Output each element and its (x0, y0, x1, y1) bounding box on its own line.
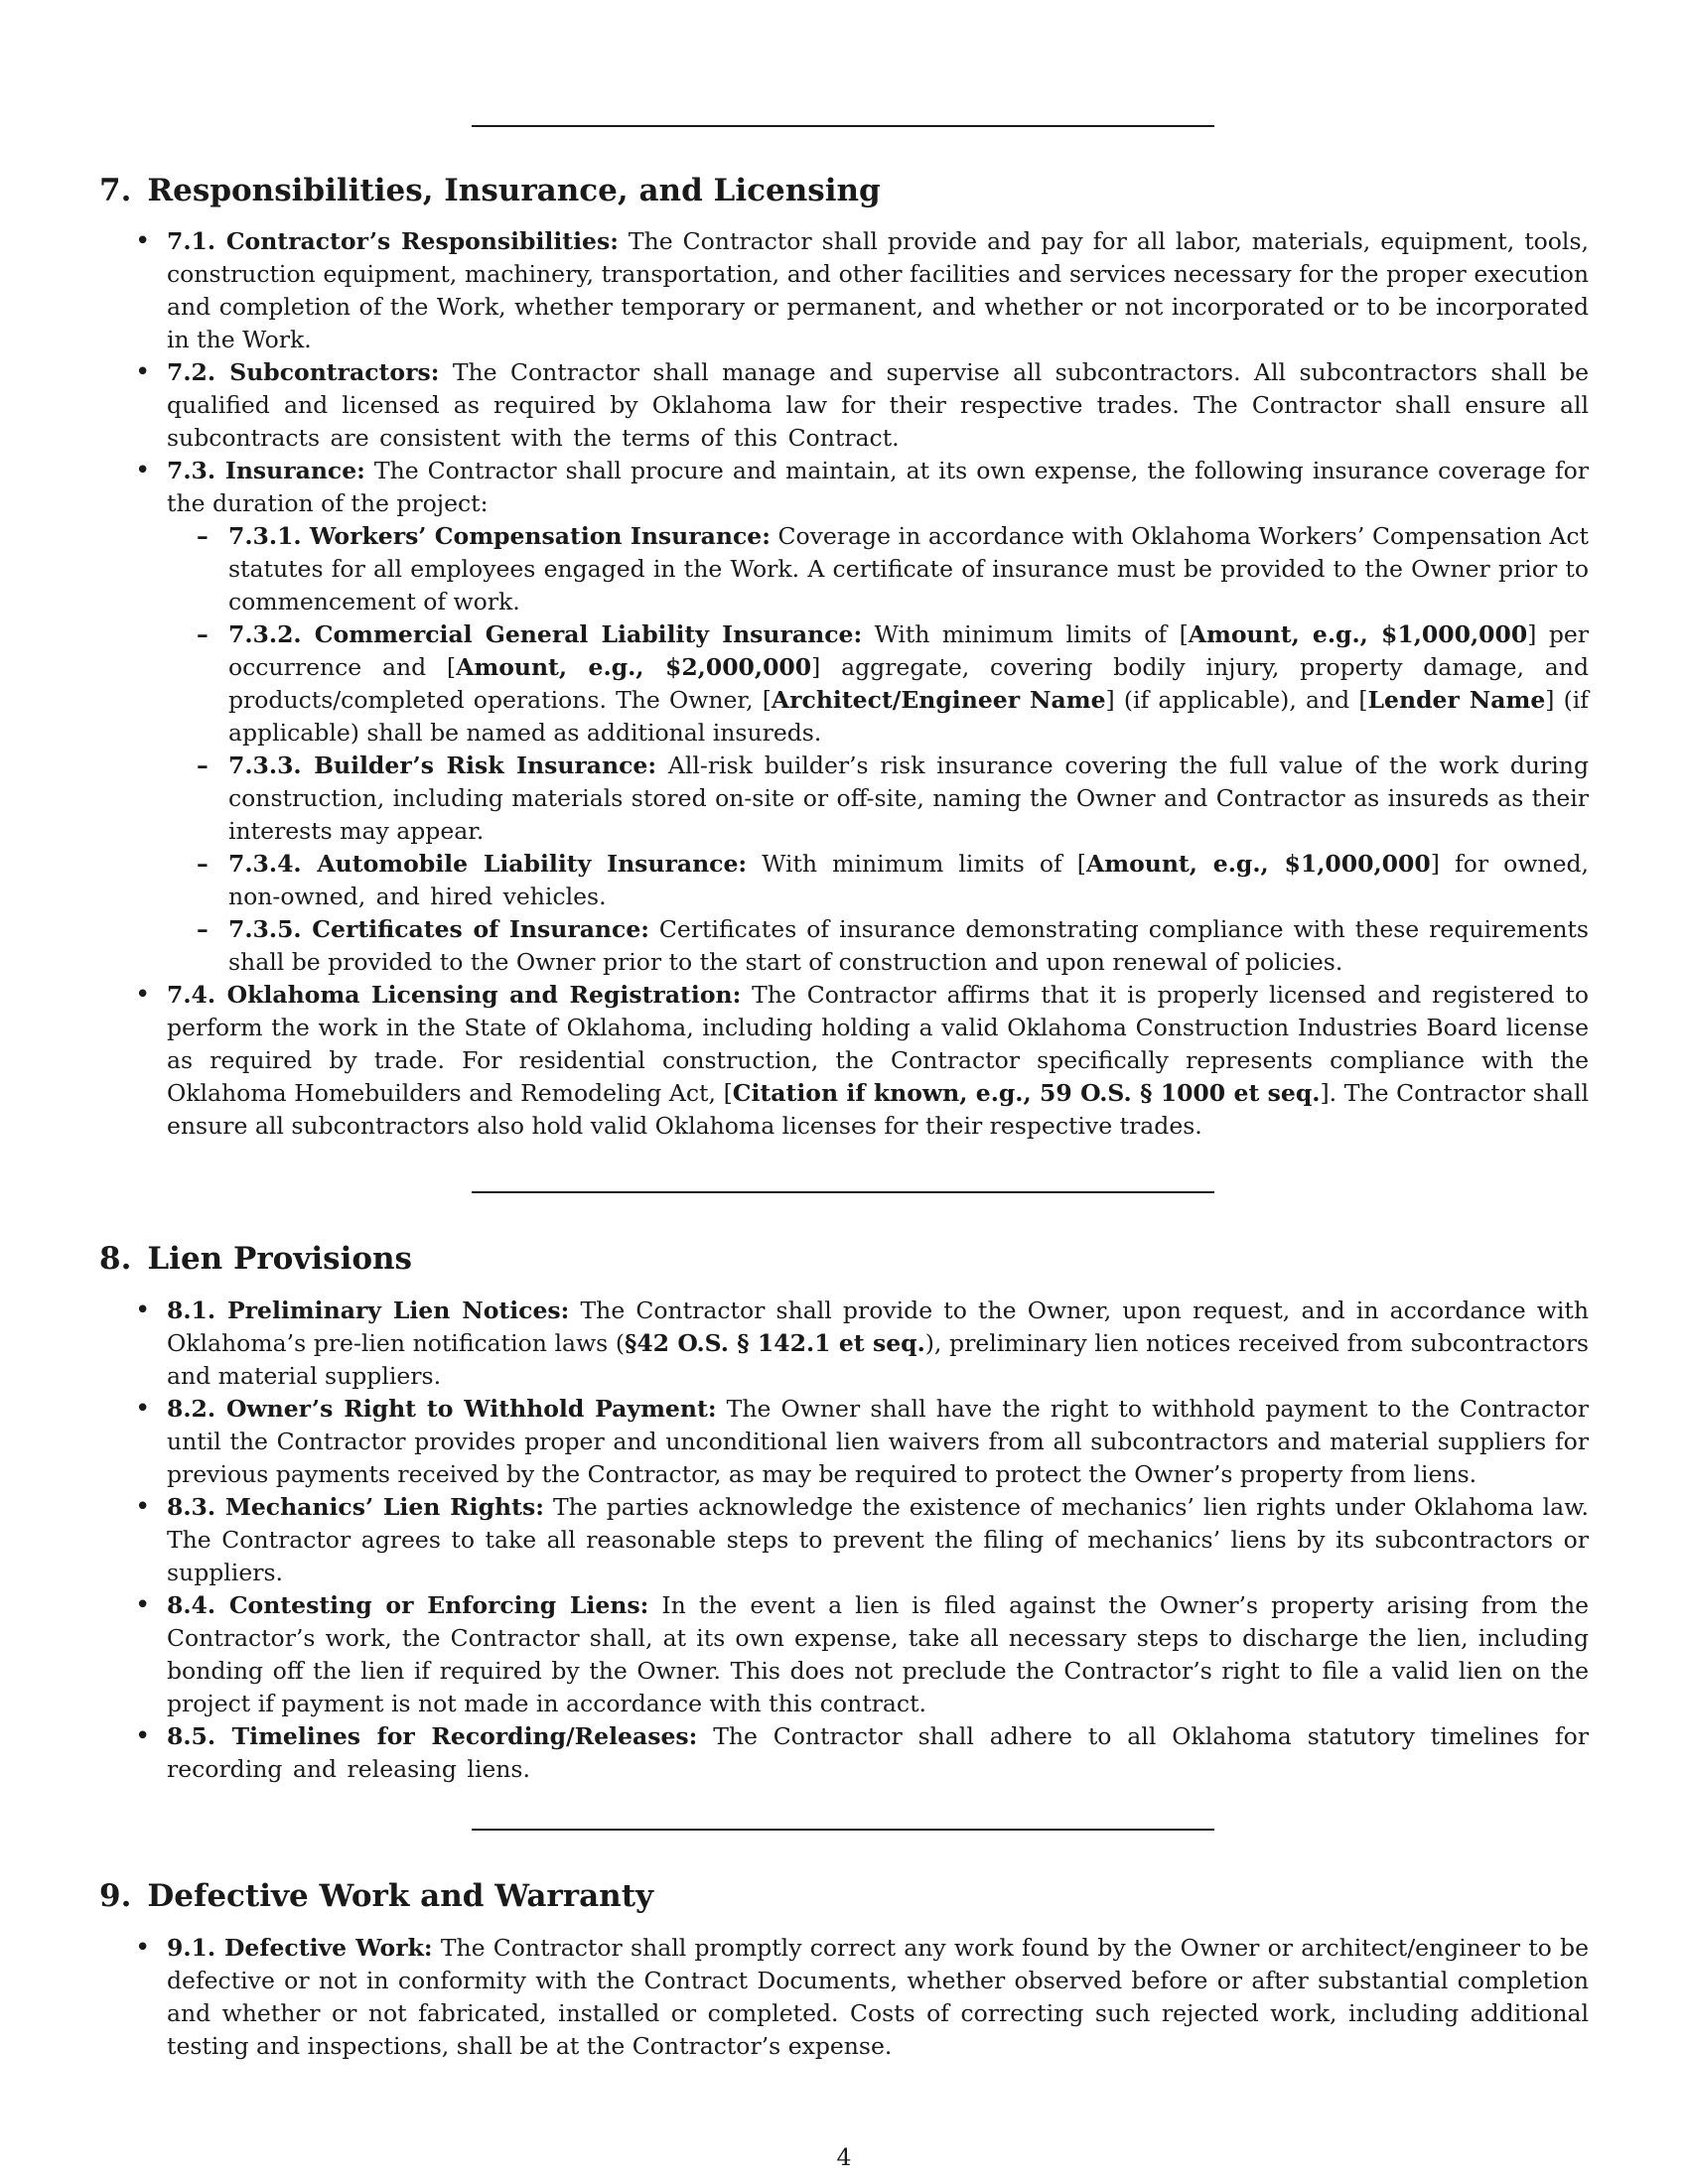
section-number: 7. (99, 173, 132, 208)
placeholder-amount: Amount, e.g., $1,000,000 (1188, 620, 1528, 648)
item-text: ] (if applicable) shall be named as additional insureds. (228, 686, 1589, 747)
sublist-item (167, 750, 1589, 848)
list-item (0, 356, 1688, 455)
list-item (0, 1932, 1688, 2063)
item-text: Certificates of insurance demonstrating compliance with these requirements shall be provided to the Owner prior to the start of construction and upon renewal of policies. (228, 915, 1589, 976)
section-8-heading (99, 1239, 1589, 1279)
item-label: 8.2. Owner’s Right to Withhold Payment: (167, 1395, 717, 1423)
item-text: The Contractor shall procure and maintain, at its own expense, the following insurance coverage for the duration of the project: (167, 457, 1589, 517)
item-label: 7.3.2. Commercial General Liability Insurance: (228, 620, 863, 648)
list-item (0, 979, 1688, 1143)
item-label: 8.5. Timelines for Recording/Releases: (167, 1722, 698, 1750)
placeholder-lender: Lender Name (1367, 686, 1546, 714)
list-item (0, 225, 1688, 356)
item-text: ] per occurrence and [ (228, 620, 1589, 681)
section-9-heading (99, 1876, 1589, 1916)
item-text: The Contractor shall provide and pay for all labor, materials, equipment, tools, construction equipment, machinery, transportation, and other facilities and services necessary for the proper execution and completion of the Work, whether temporary or permanent, and whether or not incorporated or to be incorporated in the Work. (167, 227, 1589, 353)
item-label: 8.4. Contesting or Enforcing Liens: (167, 1591, 649, 1619)
list-item (0, 1393, 1688, 1491)
item-text: Coverage in accordance with Oklahoma Workers’ Compensation Act statutes for all employees engaged in the Work. A certificate of insurance must be provided to the Owner prior to commencement of work. (228, 522, 1589, 615)
item-text: The Contractor shall adhere to all Oklahoma statutory timelines for recording and releasing liens. (167, 1722, 1589, 1783)
insurance-sublist (167, 520, 1589, 979)
sublist-item (167, 848, 1589, 913)
item-text: ]. The Contractor shall ensure all subcontractors also hold valid Oklahoma licenses for their respective trades. (167, 1079, 1589, 1140)
list-item (0, 1491, 1688, 1589)
section-title: Lien Provisions (147, 1241, 413, 1277)
list-item (0, 1295, 1688, 1393)
sublist-item (167, 520, 1589, 618)
item-label: 7.3.4. Automobile Liability Insurance: (228, 850, 748, 878)
placeholder-amount: Amount, e.g., $2,000,000 (456, 653, 812, 681)
item-label: 8.3. Mechanics’ Lien Rights: (167, 1493, 544, 1521)
item-text: All-risk builder’s risk insurance covering the full value of the work during construction, including materials stored on-site or off-site, naming the Owner and Contractor as insureds as their interests may appear. (228, 751, 1589, 845)
list-item (0, 455, 1688, 979)
placeholder-citation: Citation if known, e.g., 59 O.S. § 1000 et seq. (732, 1079, 1321, 1107)
section-title: Defective Work and Warranty (147, 1878, 654, 1914)
placeholder-architect: Architect/Engineer Name (771, 686, 1106, 714)
statute-citation: §42 O.S. § 142.1 et seq. (625, 1329, 925, 1357)
sublist-item (167, 618, 1589, 750)
list-item (0, 1720, 1688, 1786)
section-divider (472, 1829, 1214, 1831)
item-label: 7.2. Subcontractors: (167, 358, 440, 386)
item-text: The Contractor shall provide to the Owner, upon request, and in accordance with Oklahoma’s pre-lien notification laws ( (167, 1297, 1589, 1357)
item-text: ), preliminary lien notices received from subcontractors and material suppliers. (167, 1329, 1589, 1390)
section-number: 9. (99, 1878, 132, 1914)
item-text: With minimum limits of [ (862, 620, 1189, 648)
item-text: The Contractor shall manage and supervise all subcontractors. All subcontractors shall be qualified and licensed as required by Oklahoma law for their respective trades. The Contractor shall ensure all subcontracts are consistent with the terms of this Contract. (167, 358, 1589, 452)
item-text: With minimum limits of [ (747, 850, 1086, 878)
item-label: 7.3.3. Builder’s Risk Insurance: (228, 751, 657, 779)
placeholder-amount: Amount, e.g., $1,000,000 (1085, 850, 1431, 878)
item-label: 8.1. Preliminary Lien Notices: (167, 1297, 570, 1324)
sublist-item (167, 913, 1589, 979)
page-number: 4 (836, 2143, 852, 2171)
item-label: 7.3.1. Workers’ Compensation Insurance: (228, 522, 771, 550)
item-text: The Contractor shall promptly correct any work found by the Owner or architect/engineer to be defective or not in conformity with the Contract Documents, whether observed before or after substantial completion and whether or not fabricated, installed or completed. Costs of correcting such rejected work, including additional testing and inspections, shall be at the Contractor’s expense. (167, 1934, 1589, 2060)
item-text: ] for owned, non-owned, and hired vehicles. (228, 850, 1589, 910)
section-7-list (0, 225, 1688, 1143)
section-divider (472, 1191, 1214, 1193)
list-item (0, 1589, 1688, 1720)
item-text: ] (if applicable), and [ (1105, 686, 1368, 714)
section-divider (472, 125, 1214, 127)
section-9-list (0, 1932, 1688, 2063)
item-text: In the event a lien is filed against the Owner’s property arising from the Contractor’s work, the Contractor shall, at its own expense, take all necessary steps to discharge the lien, including bonding off the lien if required by the Owner. This does not preclude the Contractor’s right to file a valid lien on the project if payment is not made in accordance with this contract. (167, 1591, 1589, 1717)
item-text: The Contractor affirms that it is properly licensed and registered to perform the work in the State of Oklahoma, including holding a valid Oklahoma Construction Industries Board license as required by trade. For residential construction, the Contractor specifically represents compliance with the Oklahoma Homebuilders and Remodeling Act, [ (167, 981, 1589, 1107)
section-title: Responsibilities, Insurance, and Licensing (147, 173, 881, 208)
item-label: 7.3. Insurance: (167, 457, 365, 484)
section-7-heading (99, 171, 1589, 210)
item-text: The parties acknowledge the existence of mechanics’ lien rights under Oklahoma law. The Contractor agrees to take all reasonable steps to prevent the filing of mechanics’ liens by its subcontractors or suppliers. (167, 1493, 1589, 1586)
item-label: 7.4. Oklahoma Licensing and Registration: (167, 981, 742, 1009)
item-label: 7.1. Contractor’s Responsibilities: (167, 227, 619, 255)
section-number: 8. (99, 1241, 132, 1277)
item-label: 9.1. Defective Work: (167, 1934, 433, 1962)
item-text: The Owner shall have the right to withhold payment to the Contractor until the Contractor provides proper and unconditional lien waivers from all subcontractors and material suppliers for previous payments received by the Contractor, as may be required to protect the Owner’s property from liens. (167, 1395, 1589, 1488)
section-8-list (0, 1295, 1688, 1786)
item-text: ] aggregate, covering bodily injury, property damage, and products/completed operations. The Owner, [ (228, 653, 1589, 714)
item-label: 7.3.5. Certificates of Insurance: (228, 915, 649, 943)
